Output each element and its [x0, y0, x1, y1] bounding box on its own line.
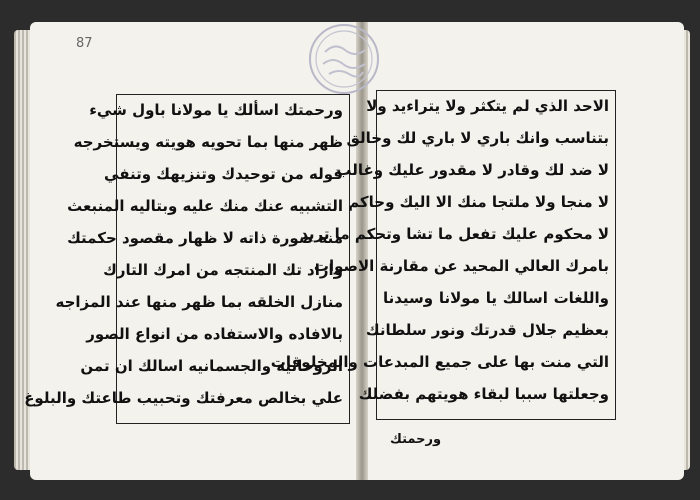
- text-line: علي بخالص معرفتك وتحبيب طاعتك والبلوغ: [24, 389, 343, 407]
- right-text-block: [270, 90, 616, 420]
- catchword: ورحمتك: [390, 432, 442, 447]
- text-line: التشبيه عنك منك عليه وبتاليه المنبعث: [67, 197, 343, 215]
- text-line: بعظيم جلال قدرتك ونور سلطانك: [365, 321, 609, 339]
- text-line: الروحانيه والجسمانيه اسالك ان تمن: [80, 357, 343, 375]
- text-line: ورحمتك اسألك يا مولانا باول شيء: [89, 101, 343, 119]
- text-line: ظهر منها بما تحويه هويته ويستخرجه: [73, 133, 343, 151]
- folio-number: 87: [76, 36, 93, 51]
- text-line: واللغات اسالك يا مولانا وسيدنا: [383, 289, 609, 307]
- library-seal-stamp: [305, 20, 383, 98]
- text-line: بالافاده والاستفاده من انواع الصور: [86, 325, 343, 343]
- text-line: منازل الخلقه بما ظهر منها عند المزاجه: [55, 293, 343, 311]
- text-line: وجعلتها سببا لبقاء هويتهم بفضلك: [358, 385, 609, 403]
- text-line: بتناسب وانك باري لا باري لك وخالق: [346, 129, 609, 147]
- text-line: بامرك العالي المحيد عن مقارنة الاصوات: [313, 257, 609, 275]
- text-line: لا محكوم عليك تفعل ما تشا وتحكم ما تريد: [300, 225, 609, 243]
- text-line: واراد تك المنتجه من امرك التارك: [103, 261, 343, 279]
- text-line: التي منت بها على جميع المبدعات والمخلوقات: [270, 353, 609, 371]
- text-line: لا ضد لك وقادر لا مقدور عليك وغالب: [336, 161, 609, 179]
- text-line: لا منجا ولا ملتجا منك الا اليك وحاكم: [348, 193, 609, 211]
- text-line: منه صورة ذاته لا ظهار مقصود حكمتك: [67, 229, 343, 247]
- text-line: الاحد الذي لم يتكثر ولا يتراءيد ولا: [366, 97, 609, 115]
- text-line: قوله من توحيدك وتنزيهك وتنفي: [104, 165, 343, 183]
